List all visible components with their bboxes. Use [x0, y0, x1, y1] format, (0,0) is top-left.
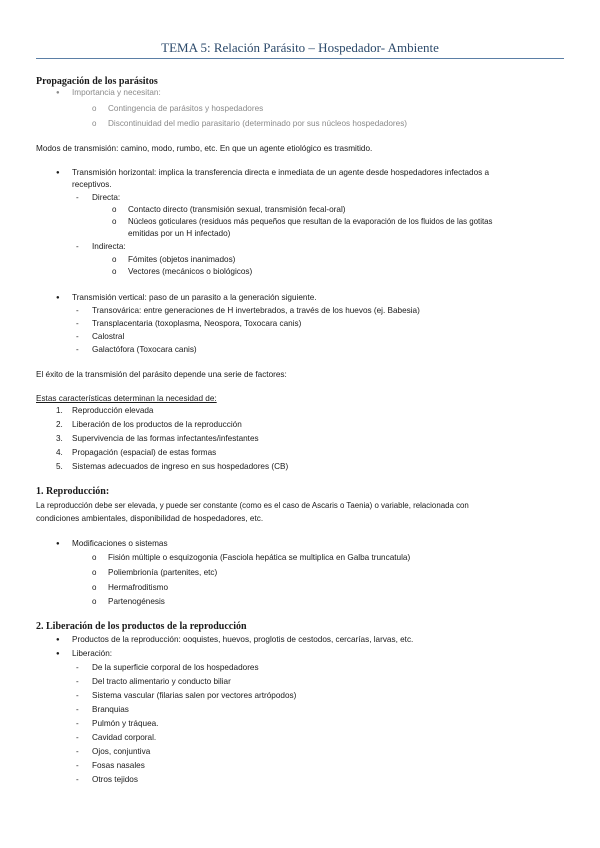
exito-text: El éxito de la transmisión del parásito depende una serie de factores: — [36, 370, 287, 379]
list-item: Reproducción elevada — [72, 406, 154, 415]
list-item: Núcleos goticulares (residuos más pequeños que resultan de la evaporación de los fluidos de las gotitas — [128, 217, 493, 226]
list-item-cont: emitidas por un H infectado) — [128, 229, 231, 238]
productos-text: Productos de la reproducción: ooquistes, huevos, proglotis de cestodos, cercarías, larvas, etc. — [72, 635, 414, 644]
dash-icon: - — [76, 691, 79, 700]
circle-bullet-icon: o — [92, 553, 97, 562]
horizontal-line2: receptivos. — [72, 180, 112, 189]
list-item: Liberación de los productos de la reproducción — [72, 420, 242, 429]
circle-bullet-icon: o — [92, 119, 97, 128]
circle-bullet-icon: o — [112, 205, 117, 214]
bullet-icon: ● — [56, 651, 60, 657]
list-item: Transovárica: entre generaciones de H invertebrados, a través de los huevos (ej. Babesia) — [92, 306, 420, 315]
circle-bullet-icon: o — [112, 255, 117, 264]
list-number: 4. — [56, 448, 63, 457]
list-item: Supervivencia de las formas infectantes/infestantes — [72, 434, 259, 443]
list-item: Poliembrionía (partenites, etc) — [108, 568, 218, 577]
list-item: Del tracto alimentario y conducto biliar — [92, 677, 231, 686]
list-item: Contingencia de parásitos y hospedadores — [108, 104, 264, 113]
dash-icon: - — [76, 761, 79, 770]
dash-icon: - — [76, 306, 79, 315]
bullet-icon: ● — [56, 90, 60, 96]
dash-icon: - — [76, 677, 79, 686]
list-item: Sistema vascular (filarias salen por vectores artrópodos) — [92, 691, 297, 700]
reproduccion-p1: La reproducción debe ser elevada, y puede ser constante (como es el caso de Ascaris o Taenia) o variable, relacionada con — [36, 501, 469, 510]
circle-bullet-icon: o — [92, 104, 97, 113]
list-item: Pulmón y tráquea. — [92, 719, 159, 728]
dash-icon: - — [76, 193, 79, 202]
circle-bullet-icon: o — [92, 583, 97, 592]
modificaciones-label: Modificaciones o sistemas — [72, 539, 168, 548]
directa-label: Directa: — [92, 193, 121, 202]
list-item: Galactófora (Toxocara canis) — [92, 345, 197, 354]
list-number: 1. — [56, 406, 63, 415]
list-item: Sistemas adecuados de ingreso en sus hospedadores (CB) — [72, 462, 289, 471]
bullet-icon: ● — [56, 170, 60, 176]
liberacion-label: Liberación: — [72, 649, 113, 658]
list-item: Partenogénesis — [108, 597, 165, 606]
indirecta-label: Indirecta: — [92, 242, 126, 251]
list-item: Branquias — [92, 705, 129, 714]
dash-icon: - — [76, 775, 79, 784]
list-item: Discontinuidad del medio parasitario (determinado por sus núcleos hospedadores) — [108, 119, 408, 128]
dash-icon: - — [76, 332, 79, 341]
bullet-icon: ● — [56, 637, 60, 643]
list-item: Contacto directo (transmisión sexual, transmisión fecal-oral) — [128, 205, 346, 214]
bullet-icon: ● — [56, 295, 60, 301]
reproduccion-p2: condiciones ambientales, disponibilidad de hospedadores, etc. — [36, 514, 264, 523]
title-underline — [36, 58, 564, 59]
dash-icon: - — [76, 719, 79, 728]
bullet-icon: ● — [56, 541, 60, 547]
circle-bullet-icon: o — [92, 568, 97, 577]
caracteristicas-intro: Estas características determinan la necesidad de: — [36, 394, 217, 403]
modos-text: Modos de transmisión: camino, modo, rumbo, etc. En que un agente etiológico es trasmitido. — [36, 144, 373, 153]
dash-icon: - — [76, 319, 79, 328]
list-number: 5. — [56, 462, 63, 471]
list-item: Propagación (espacial) de estas formas — [72, 448, 217, 457]
list-item: De la superficie corporal de los hospedadores — [92, 663, 259, 672]
dash-icon: - — [76, 663, 79, 672]
dash-icon: - — [76, 747, 79, 756]
list-item: Transplacentaria (toxoplasma, Neospora, Toxocara canis) — [92, 319, 302, 328]
dash-icon: - — [76, 705, 79, 714]
document-title: TEMA 5: Relación Parásito – Hospedador- Ambiente — [161, 40, 439, 55]
list-item: Ojos, conjuntiva — [92, 747, 151, 756]
list-item: Otros tejidos — [92, 775, 138, 784]
list-number: 3. — [56, 434, 63, 443]
list-item: Vectores (mecánicos o biológicos) — [128, 267, 253, 276]
list-item: Cavidad corporal. — [92, 733, 157, 742]
list-item: Fómites (objetos inanimados) — [128, 255, 236, 264]
dash-icon: - — [76, 733, 79, 742]
circle-bullet-icon: o — [112, 267, 117, 276]
heading-propagacion: Propagación de los parásitos — [36, 76, 158, 87]
importancia-text: Importancia y necesitan: — [72, 88, 161, 97]
circle-bullet-icon: o — [112, 217, 117, 226]
heading-reproduccion: 1. Reproducción: — [36, 486, 110, 497]
list-item: Hermafroditismo — [108, 583, 169, 592]
dash-icon: - — [76, 345, 79, 354]
horizontal-line1: Transmisión horizontal: implica la transferencia directa e inmediata de un agente desde hospedadores infectados a — [72, 168, 490, 177]
circle-bullet-icon: o — [92, 597, 97, 606]
heading-liberacion: 2. Liberación de los productos de la reproducción — [36, 621, 247, 632]
vertical-line: Transmisión vertical: paso de un parasito a la generación siguiente. — [72, 293, 317, 302]
list-item: Fisión múltiple o esquizogonia (Fasciola hepática se multiplica en Galba truncatula) — [108, 553, 411, 562]
dash-icon: - — [76, 242, 79, 251]
list-item: Fosas nasales — [92, 761, 145, 770]
list-item: Calostral — [92, 332, 125, 341]
list-number: 2. — [56, 420, 63, 429]
